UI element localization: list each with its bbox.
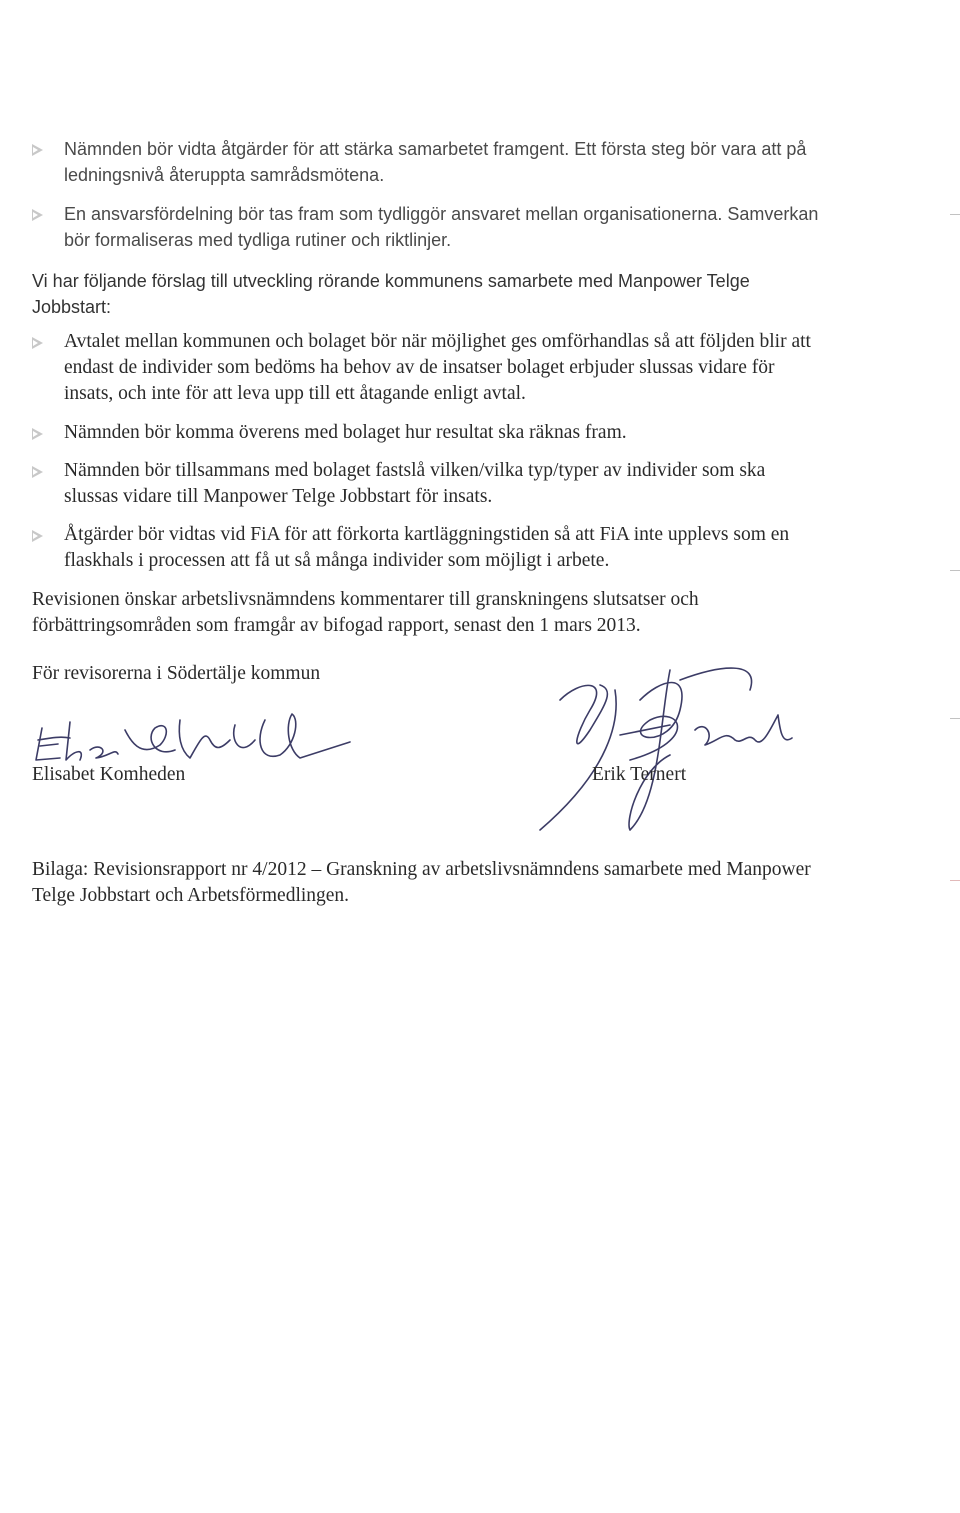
scan-edge-mark [950, 214, 960, 215]
bullet-item [32, 522, 822, 574]
signatory-name: Erik Ternert [592, 764, 687, 785]
triangle-bullet-icon [32, 209, 43, 221]
triangle-bullet-icon [32, 337, 43, 349]
attachment-line: Bilaga: Revisionsrapport nr 4/2012 – Granskning av arbetslivsnämndens samarbete med Manpower Telge Jobbstart och Arbetsförmedlingen. [32, 859, 811, 906]
triangle-bullet-icon [32, 428, 43, 440]
triangle-bullet-icon [32, 466, 43, 478]
bullet-text: Avtalet mellan kommunen och bolaget bör när möjlighet ges omförhandlas så att följden blir att endast de individer som bedöms ha behov av de insatser bolaget erbjuder slussas vidare för insats, och inte för att leva upp till ett åtagande enligt avtal. [64, 331, 811, 404]
closing-line: För revisorerna i Södertälje kommun [32, 663, 321, 684]
signatory-name: Elisabet Komheden [32, 764, 186, 785]
bullet-text: Åtgärder bör vidtas vid FiA för att förkorta kartläggningstiden så att FiA inte upplevs som en flaskhals i processen att få ut så många individer som möjligt i arbete. [64, 524, 790, 571]
bullet-text: Nämnden bör tillsammans med bolaget fastslå vilken/vilka typ/typer av individer som ska slussas vidare till Manpower Telge Jobbstart för insats. [64, 460, 766, 507]
bullet-item [32, 201, 822, 253]
bullet-text: Nämnden bör vidta åtgärder för att stärka samarbetet framgent. Ett första steg bör vara att på ledningsnivå återuppta samrådsmötena. [64, 139, 807, 185]
signature-erik-ternert [530, 660, 800, 840]
bullet-item [32, 136, 822, 188]
request-paragraph: Revisionen önskar arbetslivsnämndens kommentarer till granskningens slutsatser och förbättringsområden som framgår av bifogad rapport, senast den 1 mars 2013. [32, 589, 699, 636]
bullet-text: Nämnden bör komma överens med bolaget hur resultat ska räknas fram. [64, 422, 627, 443]
intro-paragraph: Vi har följande förslag till utveckling rörande kommunens samarbete med Manpower Telge Jobbstart: [32, 271, 750, 317]
triangle-bullet-icon [32, 530, 43, 542]
scan-edge-mark [950, 570, 960, 571]
bullet-item [32, 329, 822, 407]
scan-edge-mark [950, 880, 960, 881]
scan-edge-mark [950, 718, 960, 719]
bullet-item [32, 420, 822, 446]
bullet-text: En ansvarsfördelning bör tas fram som tydliggör ansvaret mellan organisationerna. Samverkan bör formaliseras med tydliga rutiner och riktlinjer. [64, 204, 819, 250]
bullet-item [32, 458, 822, 510]
triangle-bullet-icon [32, 144, 43, 156]
